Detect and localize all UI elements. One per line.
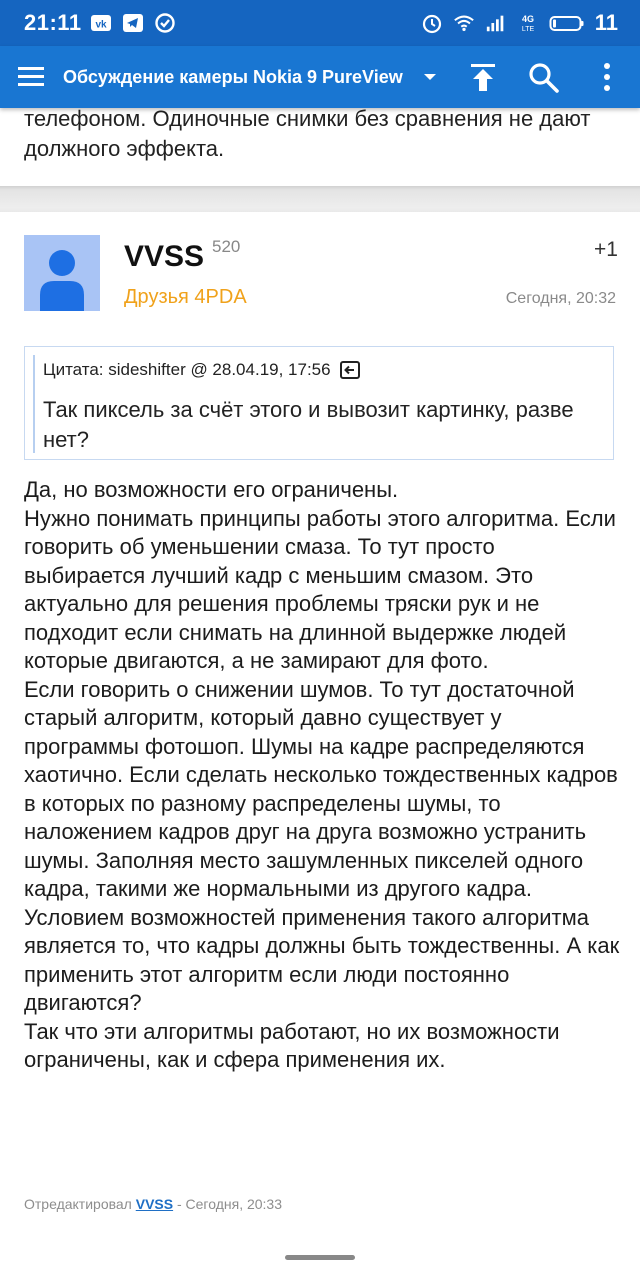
menu-icon[interactable] <box>16 62 48 92</box>
post-divider <box>0 186 640 212</box>
wifi-icon <box>453 12 475 34</box>
app-toolbar <box>0 46 640 108</box>
avatar[interactable] <box>24 235 100 311</box>
dropdown-arrow-icon[interactable] <box>422 70 438 82</box>
vk-icon <box>90 12 112 34</box>
scroll-to-top-icon[interactable] <box>466 60 500 94</box>
previous-post-text: телефоном. Одиночные снимки без сравнения не дают должного эффекта. <box>24 108 591 161</box>
battery-percent: 11 <box>594 10 618 35</box>
status-bar <box>0 0 640 46</box>
quote-bar <box>33 355 35 453</box>
post-body: Да, но возможности его ограничены. Нужно понимать принципы работы этого алгоритма. Если говорить об уменьшении смаза. То тут просто выбирается лучший кадр с меньшим смазом. Это актуально для решения проблемы тряски рук и не подходит если снимать на длинной выдержке людей которые двигаются, а не замирают для фото. Если говорить о снижении шумов. То тут достаточной старый алгоритм, который давно существует у программы фотошоп. Шумы на кадре распределяются хаотично. Если сделать несколько тождественных кадров в которых по разному распределены шумы, то наложением кадров друг на друга возможно устранить шумы. Заполняя место зашумленных пикселей одного кадра, такими же нормальными из другого кадра. Условием возможностей применения такого алгоритма является то, что кадры должны быть тождественны. А как применить этот алгоритм если люди постоянно двигаются? Так что эти алгоритмы работают, но их возможности ограничены, как и сфера применения их. <box>24 477 620 1072</box>
author-group: Друзья 4PDA <box>124 286 247 308</box>
svg-text:LTE: LTE <box>521 26 534 33</box>
author-name[interactable]: VVSS <box>124 240 205 273</box>
battery-icon <box>549 12 585 34</box>
post-date: Сегодня, 20:32 <box>505 290 616 307</box>
signal-icon <box>485 12 507 34</box>
more-options-icon[interactable] <box>594 60 620 94</box>
quote-header <box>43 359 361 381</box>
lte-icon <box>517 12 539 34</box>
author-post-count: 520 <box>212 237 241 256</box>
quote-block <box>24 346 614 460</box>
forum-post <box>0 212 640 1280</box>
quote-header-text: Цитата: sideshifter @ 28.04.19, 17:56 <box>43 360 331 379</box>
edited-suffix: - Сегодня, 20:33 <box>176 1196 283 1212</box>
svg-text:vk: vk <box>95 19 107 31</box>
toolbar-title[interactable]: Обсуждение камеры Nokia 9 PureView <box>63 67 403 87</box>
search-icon[interactable] <box>526 60 562 96</box>
edited-prefix: Отредактировал <box>24 1196 132 1212</box>
quote-text: Так пиксель за счёт этого и вывозит картинку, разве нет? <box>43 397 574 452</box>
user-silhouette-icon <box>24 235 100 311</box>
notification-icons <box>90 12 176 34</box>
gesture-bar[interactable] <box>285 1255 355 1260</box>
previous-post <box>0 108 640 186</box>
telegram-icon <box>122 12 144 34</box>
svg-text:4G: 4G <box>521 14 534 24</box>
edited-by-link[interactable]: VVSS <box>135 1196 174 1212</box>
check-circle-icon <box>154 12 176 34</box>
go-to-quote-icon[interactable] <box>339 359 361 381</box>
edited-note <box>24 1196 282 1212</box>
status-time: 21:11 <box>24 10 82 35</box>
system-icons <box>421 10 618 36</box>
alarm-icon <box>421 12 443 34</box>
reputation-counter[interactable]: +1 <box>594 238 618 261</box>
